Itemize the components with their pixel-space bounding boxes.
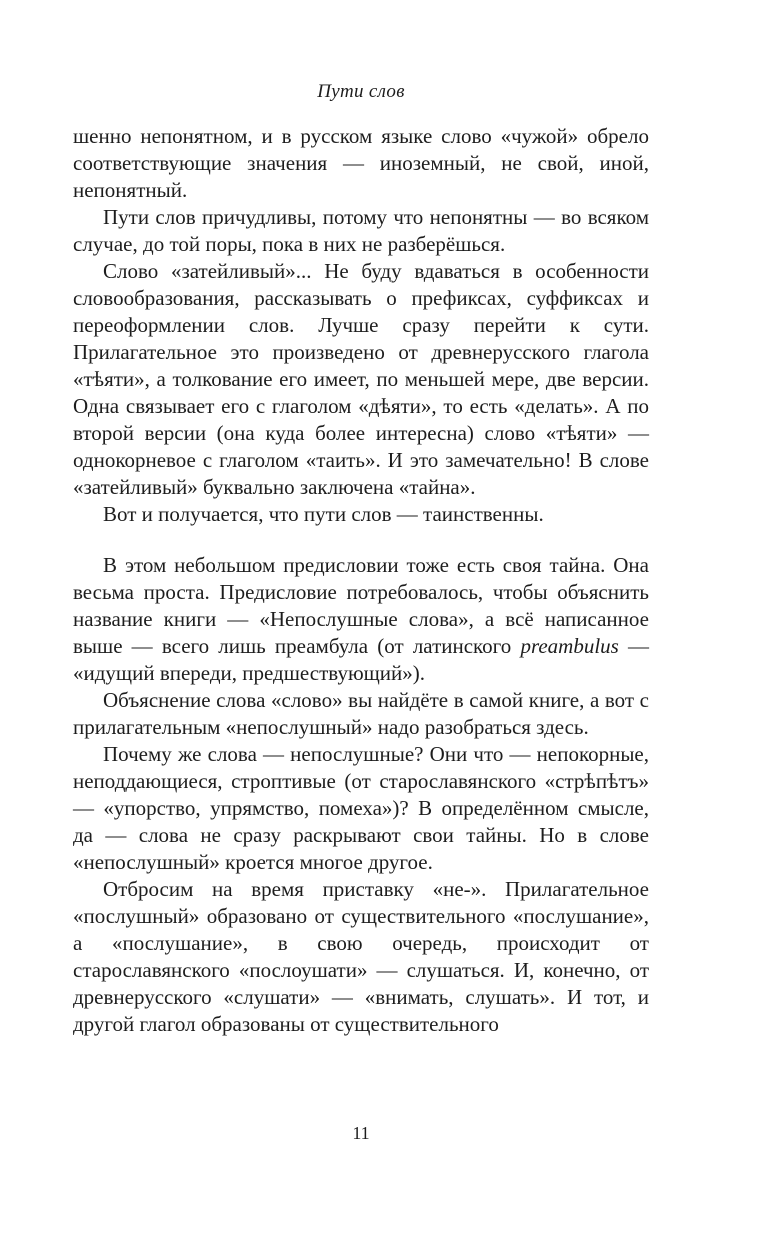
paragraph-continuation: шенно непонятном, и в русском языке слово «чужой» обрело соответствующие значения — иноземный, не свой, иной, непонятный. [73, 124, 649, 202]
paragraph-section-start [73, 552, 649, 687]
latin-term: preambulus [520, 634, 619, 658]
paragraph: Отбросим на время приставку «не-». Прилагательное «послушный» образовано от существительного «послушание», а «послушание», в свою очередь, происходит от старославянского «послоушати» — слушаться. И, конечно, от древнерусского «слушати» — «внимать, слушать». И тот, и другой глагол образованы от существительного [73, 877, 649, 1036]
paragraph: Пути слов причудливы, потому что непонятны — во всяком случае, до той поры, пока в них не разберёшься. [73, 205, 649, 256]
text-block [73, 123, 649, 1038]
page-number: 11 [352, 1123, 370, 1143]
paragraph-text: В этом небольшом предисловии тоже есть своя тайна. Она весьма проста. Предисловие потребовалось, чтобы объяснить название книги — «Непослушные слова», а всё написанное выше — всего лишь преамбула (от латинского [73, 553, 649, 658]
paragraph: Объяснение слова «слово» вы найдёте в самой книге, а вот с прилагательным «непослушный» надо разобраться здесь. [73, 688, 649, 739]
running-head: Пути слов [317, 81, 405, 102]
paragraph-text: — «идущий впереди, предшествующий»). [73, 634, 649, 685]
paragraph: Вот и получается, что пути слов — таинственны. [103, 502, 544, 526]
paragraph: Слово «затейливый»... Не буду вдаваться в особенности словообразования, рассказывать о префиксах, суффиксах и переоформлении слов. Лучше сразу перейти к сути. Прилагательное это произведено от древнерусского глагола «тѣяти», а толкование его имеет, по меньшей мере, две версии. Одна связывает его с глаголом «дѣяти», то есть «делать». А по второй версии (она куда более интересна) слово «тѣяти» — однокорневое с глаголом «таить». И это замечательно! В слове «затейливый» буквально заключена «тайна». [73, 259, 649, 499]
paragraph: Почему же слова — непослушные? Они что — непокорные, неподдающиеся, строптивые (от старославянского «стрѣпѣтъ» — «упорство, упрямство, помеха»)? В определённом смысле, да — слова не сразу раскрывают свои тайны. Но в слове «непослушный» кроется многое другое. [73, 742, 649, 874]
